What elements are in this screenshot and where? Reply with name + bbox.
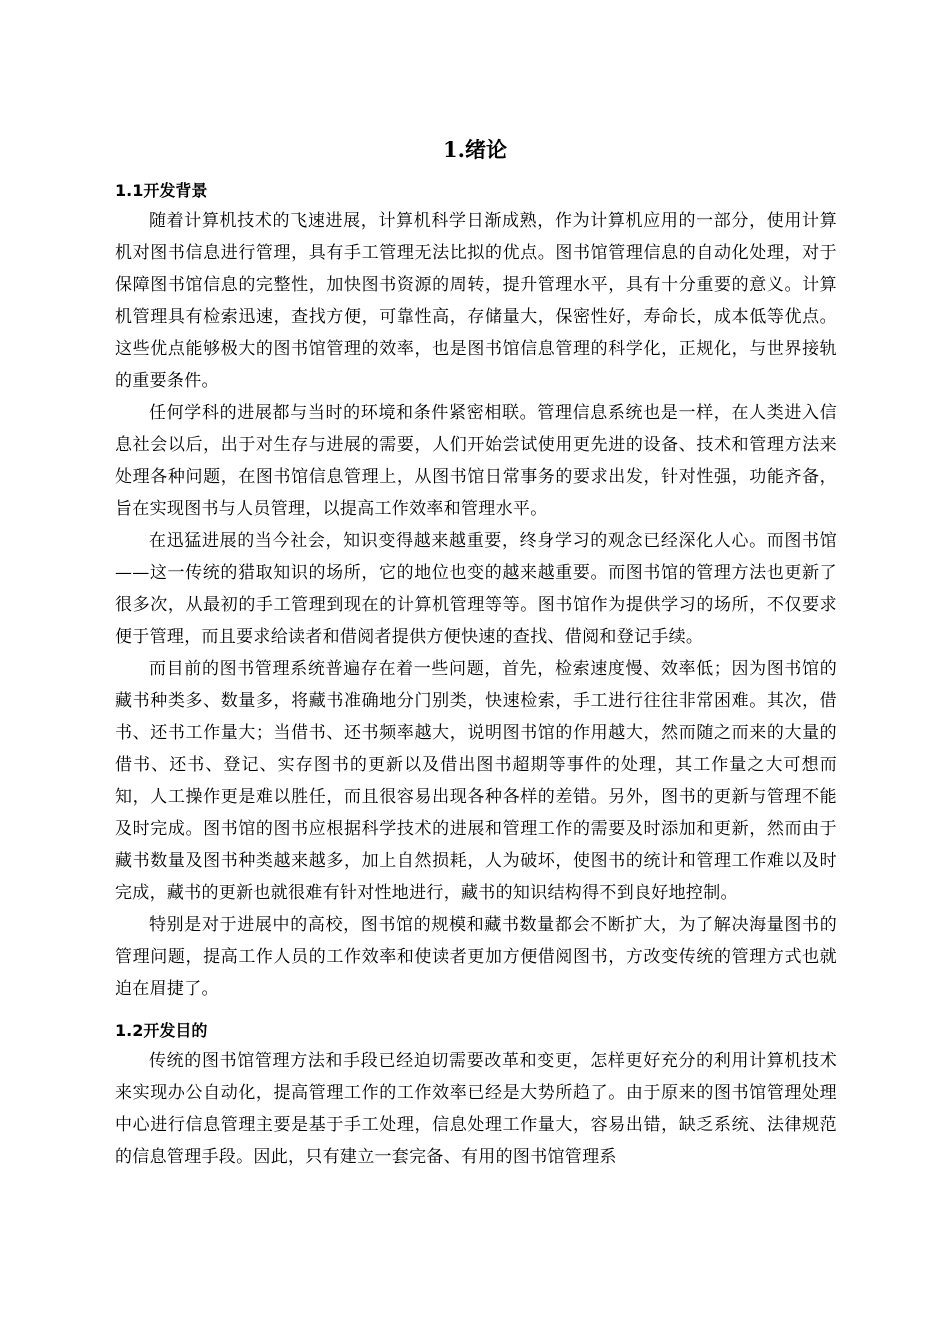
paragraph: 随着计算机技术的飞速进展，计算机科学日渐成熟，作为计算机应用的一部分，使用计算机对图书信息进行管理，具有手工管理无法比拟的优点。图书馆管理信息的自动化处理，对于保障图书馆信息的完整性，加快图书资源的周转，提升管理水平，具有十分重要的意义。计算机管理具有检索迅速，查找方便，可靠性高，存储量大，保密性好，寿命长，成本低等优点。这些优点能够极大的图书馆管理的效率，也是图书馆信息管理的科学化，正规化，与世界接轨的重要条件。 bbox=[115, 211, 837, 391]
paragraph: 传统的图书馆管理方法和手段已经迫切需要改革和变更，怎样更好充分的利用计算机技术来实现办公自动化，提高管理工作的工作效率已经是大势所趋了。由于原来的图书馆管理处理中心进行信息管理主要是基于手工处理，信息处理工作量大，容易出错，缺乏系统、法律规范的信息管理手段。因此，只有建立一套完备、有用的图书馆管理系 bbox=[115, 1051, 837, 1167]
paragraph: 在迅猛进展的当今社会，知识变得越来越重要，终身学习的观念已经深化人心。而图书馆——这一传统的猎取知识的场所，它的地位也变的越来越重要。而图书馆的管理方法也更新了很多次，从最初的手工管理到现在的计算机管理等等。图书馆作为提供学习的场所，不仅要求便于管理，而且要求给读者和借阅者提供方便快速的查找、借阅和登记手续。 bbox=[115, 531, 837, 647]
paragraph: 任何学科的进展都与当时的环境和条件紧密相联。管理信息系统也是一样，在人类进入信息社会以后，出于对生存与进展的需要，人们开始尝试使用更先进的设备、技术和管理方法来处理各种问题，在图书馆信息管理上，从图书馆日常事务的要求出发，针对性强，功能齐备，旨在实现图书与人员管理，以提高工作效率和管理水平。 bbox=[115, 403, 837, 519]
chapter-title: 1.绪论 bbox=[443, 137, 507, 162]
section-heading-development-purpose: 1.2开发目的 bbox=[115, 1021, 208, 1040]
section-heading-development-background: 1.1开发背景 bbox=[115, 181, 208, 200]
document-body bbox=[115, 177, 837, 1173]
paragraph: 而目前的图书管理系统普遍存在着一些问题，首先，检索速度慢、效率低；因为图书馆的藏书种类多、数量多，将藏书准确地分门别类，快速检索，手工进行往往非常困难。其次，借书、还书工作量大；当借书、还书频率越大，说明图书馆的作用越大，然而随之而来的大量的借书、还书、登记、实存图书的更新以及借出图书超期等事件的处理，其工作量之大可想而知，人工操作更是难以胜任，而且很容易出现各种各样的差错。另外，图书的更新与管理不能及时完成。图书馆的图书应根据科学技术的进展和管理工作的需要及时添加和更新，然而由于藏书数量及图书种类越来越多，加上自然损耗，人为破坏，使图书的统计和管理工作难以及时完成，藏书的更新也就很难有针对性地进行，藏书的知识结构得不到良好地控制。 bbox=[115, 659, 837, 903]
paragraph: 特别是对于进展中的高校，图书馆的规模和藏书数量都会不断扩大，为了解决海量图书的管理问题，提高工作人员的工作效率和使读者更加方便借阅图书，方改变传统的管理方式也就迫在眉捷了。 bbox=[115, 915, 837, 999]
